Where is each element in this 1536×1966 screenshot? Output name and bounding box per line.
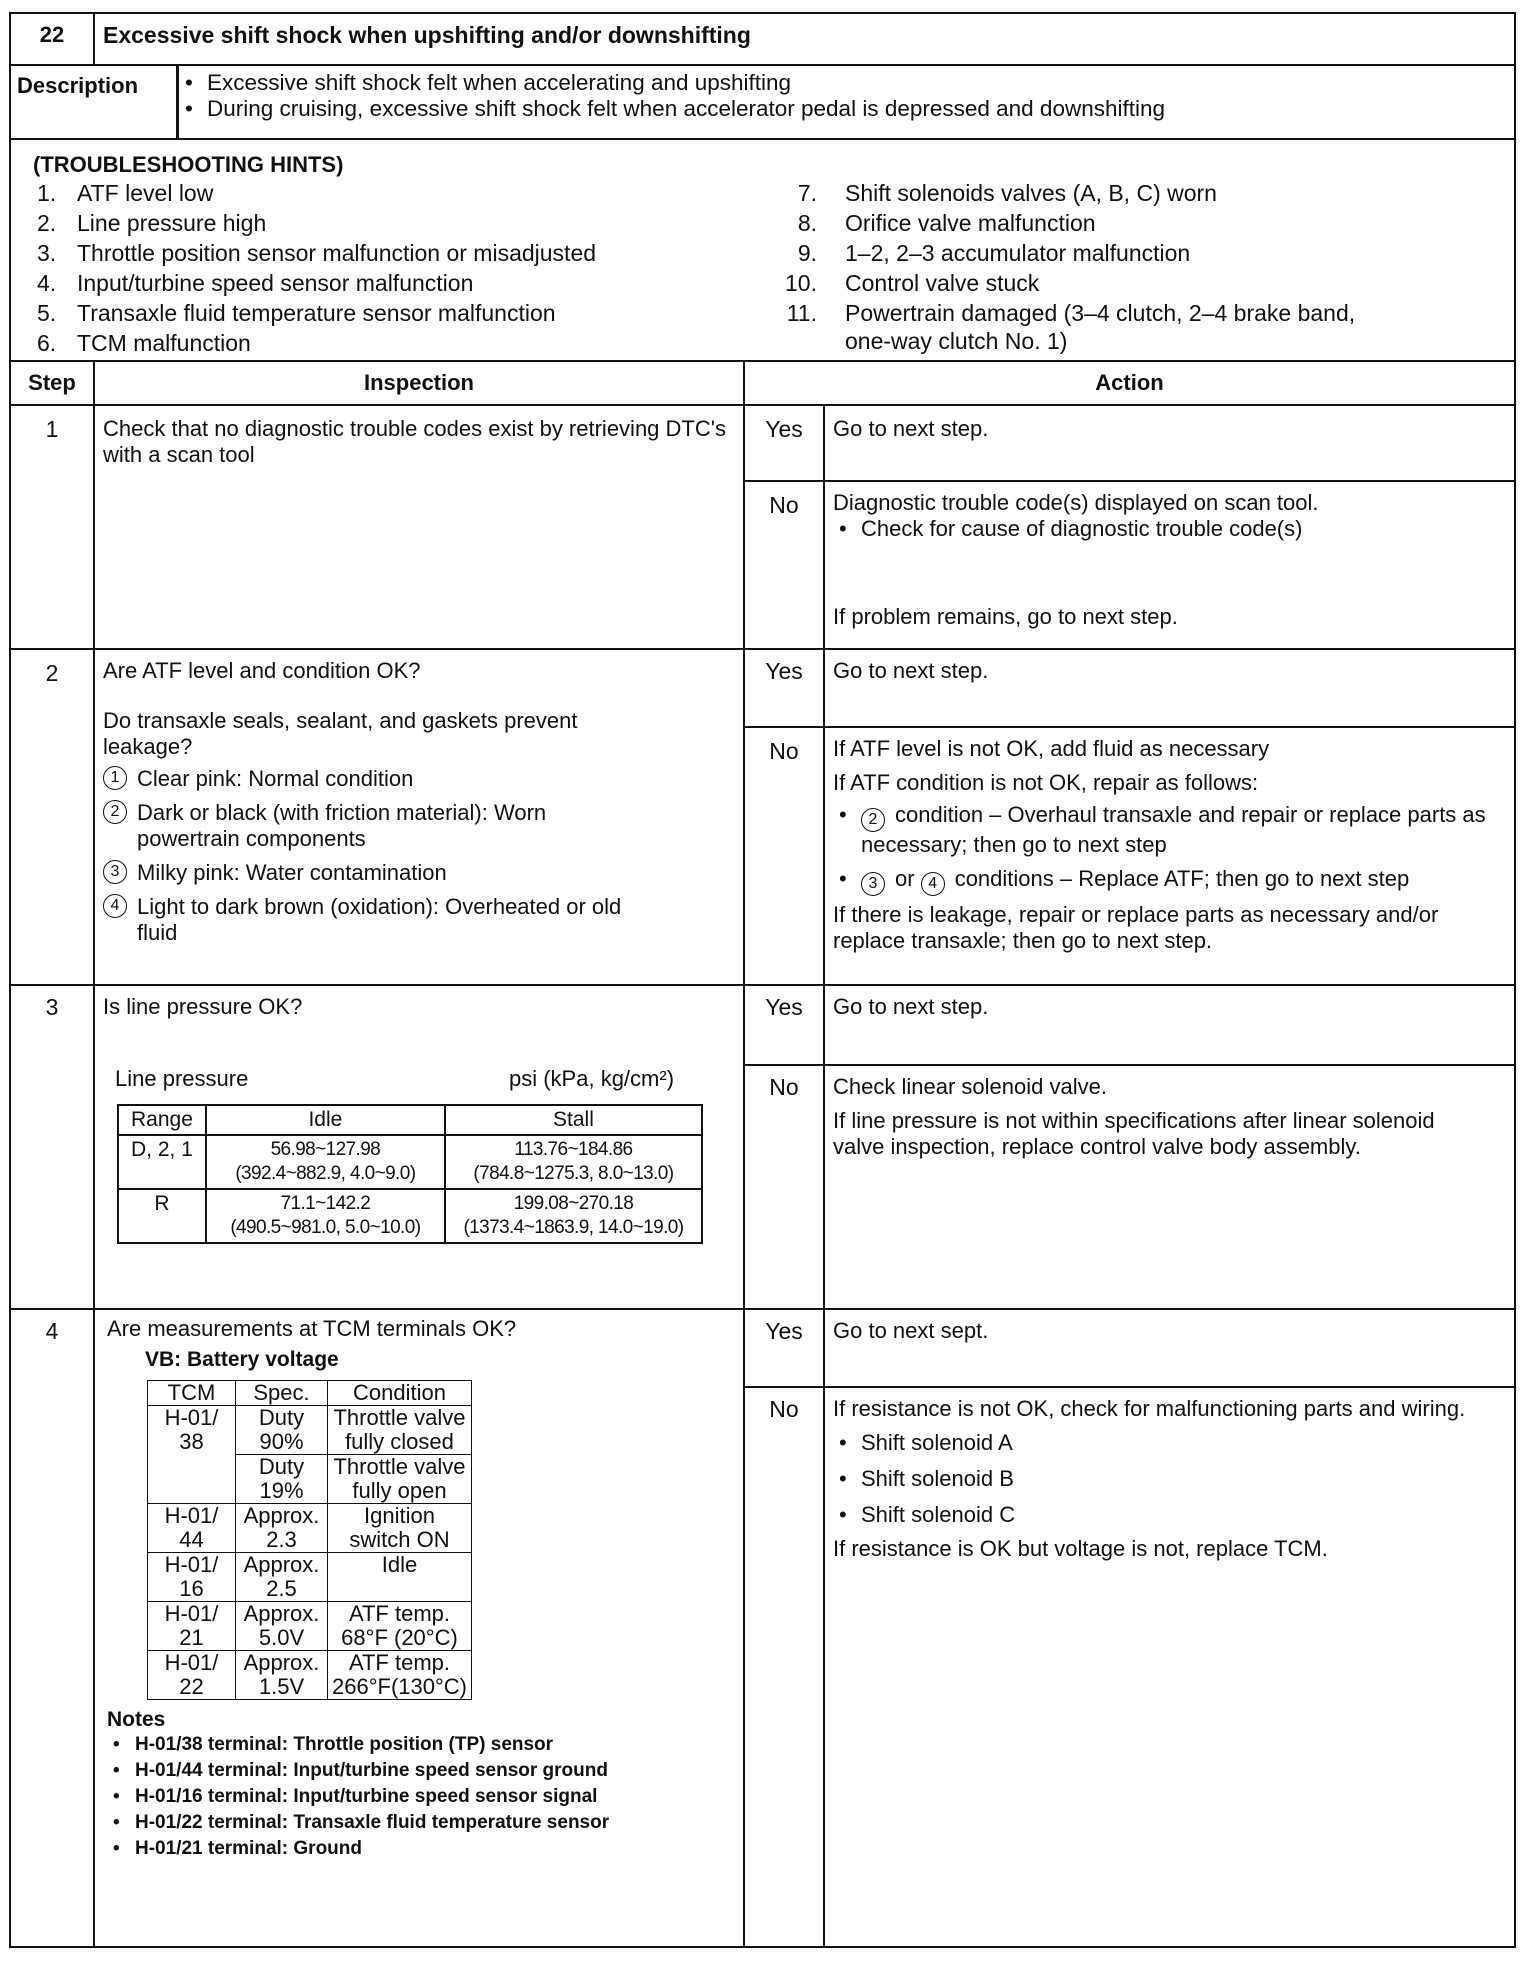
circled-number-icon: 2	[103, 800, 127, 824]
line-pressure-table: Range Idle Stall D, 2, 1 56.98~127.98 (392.4~882.9, 4.0~9.0) 113.76~184.86 (784.8~1275.3, 8.0~13.0) R 71.1~142.2 (490.5~981.0, 5.0~10.0) 199.08~270.18 (1373.4~1863.9, 14.0~19.0)	[117, 1104, 703, 1244]
yes-action: Go to next step.	[824, 405, 1515, 481]
note-item: • H-01/16 terminal: Input/turbine speed sensor signal	[107, 1784, 735, 1810]
col-header-step: Step	[10, 361, 94, 405]
hints-block	[11, 140, 1514, 356]
circled-number-icon: 4	[921, 872, 945, 896]
notes-title: Notes	[107, 1708, 166, 1731]
battery-voltage-label: VB: Battery voltage	[145, 1348, 339, 1371]
hint-item: 3. Throttle position sensor malfunction or misadjusted	[37, 240, 597, 266]
step-inspection: Are measurements at TCM terminals OK? VB: Battery voltage TCM Spec. Condition H-01/ 38 Duty 90% Throttle valve fully closed Duty 19% Throttle valve fully open H-01/ 44 Approx. 2.3 Ignition switch ON H-01/ 16 Approx. 2.5 Idle H-01/ 21 Approx. 5.0V ATF temp. 68°F (20°C) H-01/ 22 Approx. 1.5V ATF temp. 266°F(130°C) Notes • H-01/38 terminal: Throttle position (TP) sensor • H-01/44 terminal: Input/turbine speed sensor ground • H-01/16 terminal: Input/turbine speed sensor signal • H-01/22 terminal: Transaxle fluid temperature sensor • H-01/21 terminal: Ground	[94, 1309, 744, 1947]
notes-list	[107, 1732, 735, 1862]
no-label: No	[744, 1065, 824, 1309]
line-pressure-caption: Line pressure psi (kPa, kg/cm²)	[115, 1066, 675, 1091]
tcm-table: TCM Spec. Condition H-01/ 38 Duty 90% Throttle valve fully closed Duty 19% Throttle valve fully open H-01/ 44 Approx. 2.3 Ignition switch ON H-01/ 16 Approx. 2.5 Idle H-01/ 21 Approx. 5.0V ATF temp. 68°F (20°C) H-01/ 22 Approx. 1.5V ATF temp. 266°F(130°C)	[147, 1380, 472, 1700]
circled-number-icon: 3	[103, 860, 127, 884]
no-label: No	[744, 481, 824, 649]
hint-item: 10. Control valve stuck	[785, 270, 1040, 296]
hint-item: 9. 1–2, 2–3 accumulator malfunction	[797, 240, 1191, 266]
circled-number-icon: 4	[103, 894, 127, 918]
description-item: • During cruising, excessive shift shock felt when accelerator pedal is depressed and downshifting	[179, 96, 1506, 122]
hint-item: 11. Powertrain damaged (3–4 clutch, 2–4 brake band,	[786, 300, 1356, 326]
hint-item: 8. Orifice valve malfunction	[797, 210, 1096, 236]
description-item: • Excessive shift shock felt when accelerating and upshifting	[179, 70, 1506, 96]
yes-action: Go to next sept.	[824, 1309, 1515, 1387]
hint-item: 6. TCM malfunction	[37, 330, 251, 356]
col-header-inspection: Inspection	[94, 361, 744, 405]
step-number: 1	[10, 405, 94, 649]
hint-item: 1. ATF level low	[37, 180, 214, 206]
troubleshooting-table	[9, 12, 1516, 1948]
yes-label: Yes	[744, 985, 824, 1065]
step-number: 3	[10, 985, 94, 1309]
step-inspection	[94, 405, 744, 649]
note-item: • H-01/44 terminal: Input/turbine speed sensor ground	[107, 1758, 735, 1784]
atf-condition: 1 Clear pink: Normal condition	[103, 766, 735, 792]
no-action: If resistance is not OK, check for malfunctioning parts and wiring. • Shift solenoid A • Shift solenoid B • Shift solenoid C If resistance is OK but voltage is not, replace TCM.	[824, 1387, 1515, 1947]
yes-label: Yes	[744, 1309, 824, 1387]
hint-item: 2. Line pressure high	[37, 210, 267, 236]
hint-item: 4. Input/turbine speed sensor malfunction	[37, 270, 474, 296]
hints-cell	[10, 139, 1515, 361]
inspection-text: Check that no diagnostic trouble codes exist by retrieving DTC's with a scan tool	[103, 416, 726, 467]
circled-number-icon: 2	[861, 808, 885, 832]
col-header-action: Action	[744, 361, 1515, 405]
step-number: 4	[10, 1309, 94, 1947]
no-action: Diagnostic trouble code(s) displayed on scan tool. • Check for cause of diagnostic trouble code(s) If problem remains, go to next step.	[824, 481, 1515, 649]
yes-action: Go to next step.	[824, 649, 1515, 727]
symptom-title: Excessive shift shock when upshifting and/or downshifting	[94, 13, 1515, 65]
hints-title: (TROUBLESHOOTING HINTS)	[33, 152, 344, 177]
hint-item: 7. Shift solenoids valves (A, B, C) worn	[797, 180, 1217, 206]
step-inspection: Are ATF level and condition OK? Do transaxle seals, sealant, and gaskets prevent leakage? 1 Clear pink: Normal condition 2 Dark or black (with friction material): Worn powertrain components 3 Milky pink: Water contamination 4 Light to dark brown (oxidation): Overheated or old fluid	[94, 649, 744, 985]
hint-item: 5. Transaxle fluid temperature sensor malfunction	[37, 300, 556, 326]
hint-item: one-way clutch No. 1)	[845, 328, 1068, 354]
step-number: 2	[10, 649, 94, 985]
description-label: Description	[17, 73, 139, 98]
circled-number-icon: 1	[103, 766, 127, 790]
no-action: Check linear solenoid valve. If line pressure is not within specifications after linear solenoid valve inspection, replace control valve body assembly.	[824, 1065, 1515, 1309]
yes-action: Go to next step.	[824, 985, 1515, 1065]
note-item: • H-01/22 terminal: Transaxle fluid temperature sensor	[107, 1810, 735, 1836]
yes-label: Yes	[744, 649, 824, 727]
note-item: • H-01/38 terminal: Throttle position (TP) sensor	[107, 1732, 735, 1758]
atf-condition: 2 Dark or black (with friction material): Worn powertrain components	[103, 800, 735, 852]
yes-label: Yes	[744, 405, 824, 481]
description-label-cell	[10, 65, 178, 139]
circled-number-icon: 3	[861, 872, 885, 896]
atf-condition: 3 Milky pink: Water contamination	[103, 860, 735, 886]
description-list	[179, 70, 1506, 122]
note-item: • H-01/21 terminal: Ground	[107, 1836, 735, 1862]
no-label: No	[744, 1387, 824, 1947]
description-cell	[178, 65, 1515, 139]
step-inspection: Is line pressure OK? Line pressure psi (kPa, kg/cm²) Range Idle Stall D, 2, 1 56.98~127.98 (392.4~882.9, 4.0~9.0) 113.76~184.86 (784.8~1275.3, 8.0~13.0) R 71.1~142.2 (490.5~981.0, 5.0~10.0) 199.08~270.18 (1373.4~1863.9, 14.0~19.0)	[94, 985, 744, 1309]
no-label: No	[744, 727, 824, 985]
atf-condition-list	[103, 766, 735, 946]
no-action: If ATF level is not OK, add fluid as necessary If ATF condition is not OK, repair as follows: • 2 condition – Overhaul transaxle and repair or replace parts as necessary; then go to next step • 3 or 4 conditions – Replace ATF; then go to next step If there is leakage, repair or replace parts as necessary and/or replace transaxle; then go to next step.	[824, 727, 1515, 985]
troubleshooting-page	[9, 12, 1514, 1948]
symptom-number: 22	[10, 13, 94, 65]
atf-condition: 4 Light to dark brown (oxidation): Overheated or old fluid	[103, 894, 735, 946]
